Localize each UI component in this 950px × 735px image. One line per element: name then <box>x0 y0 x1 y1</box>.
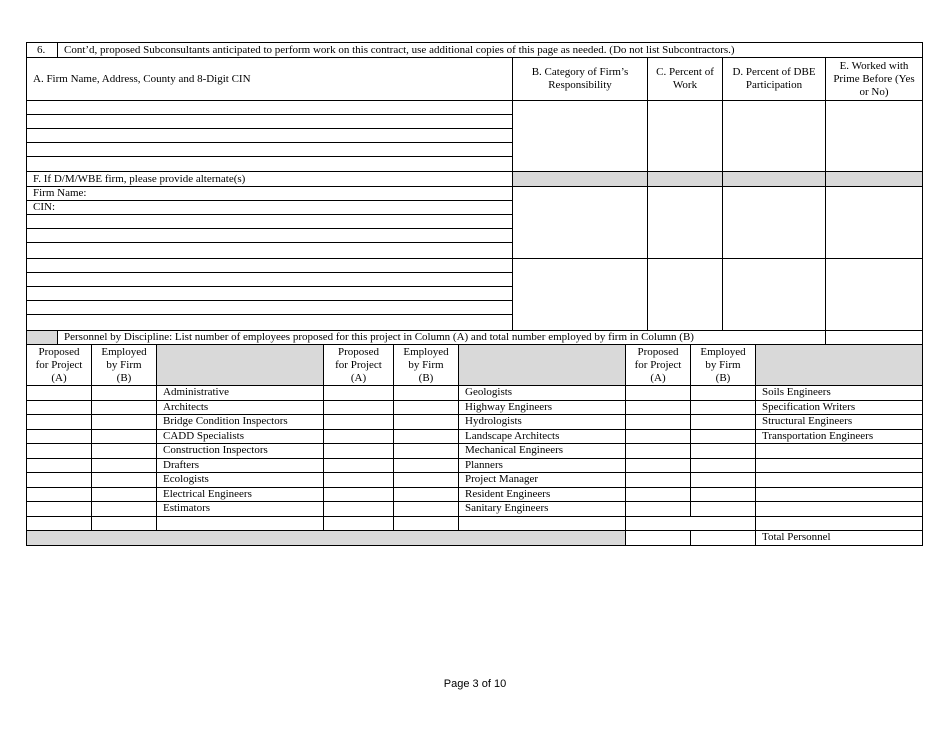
employed-input[interactable] <box>91 516 157 531</box>
percent-dbe-cell[interactable] <box>722 186 826 259</box>
proposed-input[interactable] <box>323 458 394 473</box>
proposed-input[interactable] <box>323 472 394 488</box>
proposed-input[interactable] <box>323 400 394 415</box>
firm-line[interactable] <box>26 142 513 157</box>
firm-line[interactable] <box>26 300 513 315</box>
section-number: 6. <box>37 44 46 56</box>
employed-input[interactable] <box>393 429 459 444</box>
discipline-label: Drafters <box>163 459 200 471</box>
percent-work-cell[interactable] <box>647 186 723 259</box>
proposed-header <box>26 344 92 386</box>
gray-cell <box>722 171 826 187</box>
employed-input[interactable] <box>690 487 756 502</box>
employed-input[interactable] <box>393 472 459 488</box>
discipline-name <box>156 414 324 430</box>
discipline-name <box>156 400 324 415</box>
total-personnel-label: Total Personnel <box>762 531 831 543</box>
proposed-input[interactable] <box>625 414 691 430</box>
percent-dbe-cell[interactable] <box>722 100 826 172</box>
proposed-input[interactable] <box>625 501 691 517</box>
section-title-cell <box>57 42 923 58</box>
discipline-name <box>156 501 324 517</box>
proposed-input[interactable] <box>323 487 394 502</box>
personnel-heading-cell <box>57 330 826 345</box>
alternate-heading: F. If D/M/WBE firm, please provide alternate(s) <box>33 173 246 185</box>
proposed-input[interactable] <box>625 487 691 502</box>
proposed-input[interactable] <box>323 385 394 401</box>
gray-cell <box>512 171 648 187</box>
discipline-name <box>458 414 626 430</box>
employed-header <box>91 344 157 386</box>
firm-line[interactable] <box>26 258 513 273</box>
total-proposed-input[interactable] <box>625 530 691 546</box>
employed-label: Employed by Firm (B) <box>101 345 147 384</box>
proposed-input[interactable] <box>625 385 691 401</box>
proposed-input[interactable] <box>26 501 92 517</box>
proposed-input[interactable] <box>625 458 691 473</box>
employed-input[interactable] <box>393 487 459 502</box>
discipline-name <box>458 516 626 531</box>
discipline-label: Structural Engineers <box>762 415 853 427</box>
firm-line[interactable] <box>26 228 513 243</box>
proposed-input[interactable] <box>625 429 691 444</box>
employed-input[interactable] <box>393 443 459 459</box>
col-b-header <box>512 57 648 101</box>
discipline-label: Mechanical Engineers <box>465 444 564 456</box>
discipline-label: Ecologists <box>163 473 209 485</box>
proposed-input[interactable] <box>323 516 394 531</box>
employed-input[interactable] <box>91 501 157 517</box>
discipline-name <box>755 443 923 459</box>
firm-line[interactable] <box>26 114 513 129</box>
page-number: Page 3 of 10 <box>443 678 507 690</box>
employed-input[interactable] <box>690 472 756 488</box>
total-personnel-cell <box>755 530 923 546</box>
personnel-heading: Personnel by Discipline: List number of employees proposed for this project in Column (A) and total number employed by firm in Column (B) <box>64 331 694 343</box>
discipline-label: Construction Inspectors <box>163 444 268 456</box>
discipline-label: Planners <box>465 459 503 471</box>
discipline-label: Electrical Engineers <box>163 488 252 500</box>
proposed-header <box>323 344 394 386</box>
employed-input[interactable] <box>91 385 157 401</box>
discipline-label: Bridge Condition Inspectors <box>163 415 288 427</box>
discipline-name <box>755 414 923 430</box>
col-e-label: E. Worked with Prime Before (Yes or No) <box>833 59 915 98</box>
employed-input[interactable] <box>690 400 756 415</box>
worked-before-cell[interactable] <box>825 100 923 172</box>
subconsultant-form <box>26 42 923 546</box>
employed-input[interactable] <box>91 400 157 415</box>
col-c-header <box>647 57 723 101</box>
employed-input[interactable] <box>393 501 459 517</box>
discipline-name <box>458 501 626 517</box>
col-c-label: C. Percent of Work <box>656 66 714 91</box>
proposed-input[interactable] <box>625 472 691 488</box>
proposed-input[interactable] <box>26 414 92 430</box>
employed-header <box>690 344 756 386</box>
blank-cell <box>825 330 923 345</box>
employed-input[interactable] <box>91 487 157 502</box>
discipline-name <box>755 487 923 502</box>
firm-line[interactable] <box>26 214 513 229</box>
discipline-header <box>755 344 923 386</box>
proposed-input[interactable] <box>323 443 394 459</box>
discipline-label: Geologists <box>465 386 513 398</box>
gray-cell <box>26 330 58 345</box>
firm-line[interactable] <box>26 286 513 301</box>
discipline-name <box>755 501 923 517</box>
proposed-input[interactable] <box>323 429 394 444</box>
col-a-header <box>26 57 513 101</box>
employed-input[interactable] <box>91 414 157 430</box>
category-cell[interactable] <box>512 258 648 331</box>
section-title: Cont’d, proposed Subconsultants anticipated to perform work on this contract, use additional copies of this page as needed. (Do not list Subcontractors.) <box>64 44 735 56</box>
discipline-name <box>755 516 923 531</box>
gray-cell <box>825 171 923 187</box>
discipline-name <box>156 472 324 488</box>
category-cell[interactable] <box>512 186 648 259</box>
proposed-input[interactable] <box>323 501 394 517</box>
discipline-name <box>156 385 324 401</box>
discipline-name <box>755 400 923 415</box>
firm-line[interactable] <box>26 156 513 172</box>
discipline-header <box>156 344 324 386</box>
category-cell[interactable] <box>512 100 648 172</box>
proposed-label: Proposed for Project (A) <box>335 345 382 384</box>
col-d-label: D. Percent of DBE Participation <box>732 66 816 91</box>
employed-label: Employed by Firm (B) <box>700 345 746 384</box>
discipline-name <box>755 472 923 488</box>
cin-line[interactable] <box>26 200 513 215</box>
proposed-input[interactable] <box>26 472 92 488</box>
discipline-name <box>156 443 324 459</box>
firm-line[interactable] <box>26 100 513 115</box>
employed-label: Employed by Firm (B) <box>403 345 449 384</box>
employed-input[interactable] <box>690 385 756 401</box>
firm-line[interactable] <box>26 128 513 143</box>
gray-cell <box>647 171 723 187</box>
col-e-header <box>825 57 923 101</box>
employed-input[interactable] <box>690 414 756 430</box>
employed-input[interactable] <box>690 458 756 473</box>
proposed-input[interactable] <box>26 487 92 502</box>
section-number-cell <box>26 42 58 58</box>
discipline-label: Architects <box>163 401 209 413</box>
discipline-name <box>156 487 324 502</box>
percent-work-cell[interactable] <box>647 258 723 331</box>
discipline-name <box>156 516 324 531</box>
proposed-input[interactable] <box>26 443 92 459</box>
discipline-label: Estimators <box>163 502 211 514</box>
alternate-heading-cell <box>26 171 513 187</box>
cin-label: CIN: <box>33 201 55 213</box>
discipline-name <box>458 487 626 502</box>
employed-input[interactable] <box>690 501 756 517</box>
discipline-name <box>755 385 923 401</box>
firm-line[interactable] <box>26 314 513 331</box>
proposed-label: Proposed for Project (A) <box>35 345 83 384</box>
total-employed-input[interactable] <box>690 530 756 546</box>
employed-input[interactable] <box>91 429 157 444</box>
employed-header <box>393 344 459 386</box>
discipline-name <box>156 429 324 444</box>
gray-cell <box>26 530 626 546</box>
col-d-header <box>722 57 826 101</box>
worked-before-cell[interactable] <box>825 258 923 331</box>
proposed-input[interactable] <box>26 516 92 531</box>
employed-input[interactable] <box>91 472 157 488</box>
discipline-name <box>458 443 626 459</box>
proposed-header <box>625 344 691 386</box>
employed-input[interactable] <box>393 458 459 473</box>
discipline-name <box>458 400 626 415</box>
employed-input[interactable] <box>393 414 459 430</box>
discipline-label: Hydrologists <box>465 415 522 427</box>
col-a-label: A. Firm Name, Address, County and 8-Digit CIN <box>33 72 251 85</box>
percent-dbe-cell[interactable] <box>722 258 826 331</box>
employed-input[interactable] <box>393 516 459 531</box>
discipline-name <box>458 472 626 488</box>
proposed-input[interactable] <box>625 400 691 415</box>
firm-line[interactable] <box>26 272 513 287</box>
employed-input[interactable] <box>690 443 756 459</box>
percent-work-cell[interactable] <box>647 100 723 172</box>
proposed-input[interactable] <box>26 429 92 444</box>
employed-input[interactable] <box>393 400 459 415</box>
proposed-input[interactable] <box>26 385 92 401</box>
proposed-input[interactable] <box>26 458 92 473</box>
discipline-label: Resident Engineers <box>465 488 551 500</box>
discipline-label: CADD Specialists <box>163 430 244 442</box>
discipline-label: Highway Engineers <box>465 401 553 413</box>
discipline-header <box>458 344 626 386</box>
discipline-name <box>458 385 626 401</box>
discipline-name <box>458 458 626 473</box>
firm-name-label: Firm Name: <box>33 187 87 199</box>
employed-input[interactable] <box>393 385 459 401</box>
discipline-name <box>458 429 626 444</box>
worked-before-cell[interactable] <box>825 186 923 259</box>
employed-input[interactable] <box>91 458 157 473</box>
col-b-label: B. Category of Firm’s Responsibility <box>531 66 629 91</box>
employed-input[interactable] <box>690 429 756 444</box>
firm-name-line[interactable] <box>26 186 513 201</box>
proposed-input[interactable] <box>625 443 691 459</box>
discipline-label: Project Manager <box>465 473 538 485</box>
discipline-label: Specification Writers <box>762 401 856 413</box>
discipline-label: Administrative <box>163 386 229 398</box>
discipline-name <box>755 429 923 444</box>
discipline-name <box>755 458 923 473</box>
discipline-name <box>156 458 324 473</box>
discipline-label: Landscape Architects <box>465 430 560 442</box>
proposed-input[interactable] <box>323 414 394 430</box>
discipline-label: Soils Engineers <box>762 386 831 398</box>
employed-input[interactable] <box>91 443 157 459</box>
discipline-label: Sanitary Engineers <box>465 502 549 514</box>
discipline-label: Transportation Engineers <box>762 430 874 442</box>
proposed-label: Proposed for Project (A) <box>634 345 682 384</box>
firm-line[interactable] <box>26 242 513 259</box>
proposed-input[interactable] <box>26 400 92 415</box>
